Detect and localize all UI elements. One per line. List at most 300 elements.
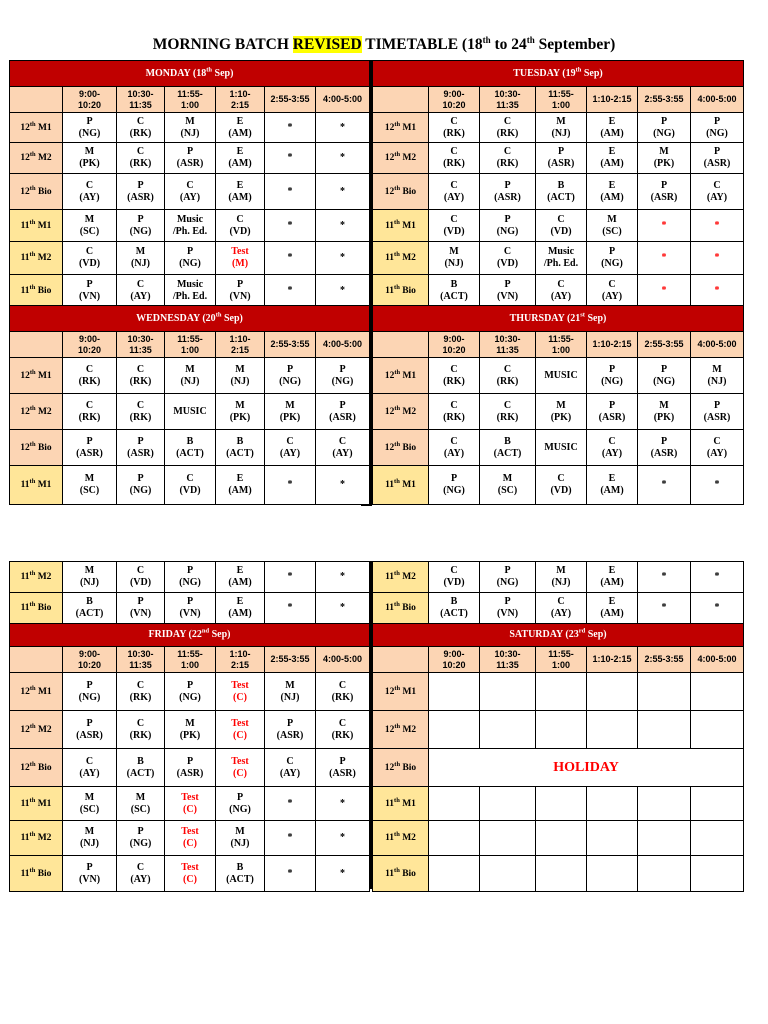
holiday-cell: HOLIDAY	[429, 749, 743, 786]
empty-cell	[587, 821, 637, 855]
class-cell: *	[316, 466, 369, 504]
class-cell: E (AM)	[587, 466, 637, 504]
class-cell: C (AY)	[587, 275, 637, 307]
empty-cell	[429, 787, 479, 820]
time-header-blank	[10, 87, 62, 112]
time-slot-header: 1:10- 2:15	[216, 647, 264, 672]
class-cell: B (ACT)	[63, 593, 116, 623]
class-cell: *	[316, 787, 369, 820]
empty-cell	[480, 856, 535, 891]
empty-cell	[536, 821, 586, 855]
row-label-b12: 12th Bio	[373, 749, 428, 786]
class-cell: P (ASR)	[63, 711, 116, 748]
class-cell: C (RK)	[117, 358, 164, 393]
class-cell: M (PK)	[638, 143, 690, 173]
empty-cell	[536, 673, 586, 710]
class-cell: *	[316, 562, 369, 592]
empty-cell	[638, 821, 690, 855]
class-cell: P (NG)	[587, 358, 637, 393]
class-cell: M (SC)	[117, 787, 164, 820]
class-cell: C (VD)	[480, 242, 535, 274]
class-cell: P (ASR)	[691, 394, 743, 429]
class-cell: *	[265, 210, 315, 241]
class-cell: C (AY)	[165, 174, 215, 209]
class-cell: P (ASR)	[117, 430, 164, 465]
class-cell: P (ASR)	[480, 174, 535, 209]
class-cell: C (AY)	[536, 275, 586, 307]
class-cell: C (RK)	[117, 113, 164, 142]
class-cell: P (NG)	[165, 562, 215, 592]
time-slot-header: 9:00- 10:20	[63, 87, 116, 112]
class-cell: P (VN)	[117, 593, 164, 623]
time-slot-header: 11:55- 1:00	[165, 332, 215, 357]
class-cell: P (ASR)	[536, 143, 586, 173]
class-cell: B (ACT)	[480, 430, 535, 465]
friday-table	[9, 561, 370, 892]
time-slot-header: 1:10-2:15	[587, 87, 637, 112]
row-label-m12_2: 12th M2	[10, 394, 62, 429]
row-label-b11: 11th Bio	[373, 593, 428, 623]
class-cell: C (AY)	[536, 593, 586, 623]
time-slot-header: 1:10-2:15	[587, 647, 637, 672]
class-cell: C (AY)	[117, 856, 164, 891]
class-cell: C (RK)	[480, 143, 535, 173]
class-cell: C (AY)	[63, 174, 116, 209]
row-label-m11_2: 11th M2	[10, 562, 62, 592]
class-cell: Test (C)	[216, 711, 264, 748]
class-cell: P (VN)	[165, 593, 215, 623]
class-cell: P (NG)	[117, 466, 164, 504]
class-cell: *	[691, 210, 743, 241]
empty-cell	[638, 711, 690, 748]
row-label-m11_1: 11th M1	[10, 210, 62, 241]
class-cell: MUSIC	[536, 430, 586, 465]
class-cell: P (ASR)	[638, 174, 690, 209]
empty-cell	[638, 856, 690, 891]
class-cell: *	[316, 113, 369, 142]
class-cell: *	[638, 275, 690, 307]
class-cell: Music /Ph. Ed.	[165, 210, 215, 241]
time-slot-header: 9:00- 10:20	[429, 647, 479, 672]
class-cell: M (PK)	[63, 143, 116, 173]
saturday-table	[372, 561, 744, 892]
class-cell: P (ASR)	[165, 749, 215, 786]
empty-cell	[429, 673, 479, 710]
class-cell: P (VN)	[216, 275, 264, 307]
class-cell: P (NG)	[63, 673, 116, 710]
class-cell: P (NG)	[691, 113, 743, 142]
row-label-m11_2: 11th M2	[373, 821, 428, 855]
class-cell: *	[265, 593, 315, 623]
time-slot-header: 4:00-5:00	[691, 647, 743, 672]
row-label-b11: 11th Bio	[373, 856, 428, 891]
class-cell: C (AY)	[117, 275, 164, 307]
class-cell: C (VD)	[63, 242, 116, 274]
class-cell: *	[691, 593, 743, 623]
time-slot-header: 1:10-2:15	[587, 332, 637, 357]
class-cell: M (NJ)	[165, 358, 215, 393]
class-cell: C (AY)	[587, 430, 637, 465]
time-slot-header: 2:55-3:55	[265, 647, 315, 672]
row-label-m11_1: 11th M1	[10, 466, 62, 504]
class-cell: *	[691, 275, 743, 307]
class-cell: Test (C)	[165, 787, 215, 820]
row-label-m11_2: 11th M2	[373, 562, 428, 592]
row-label-m12_2: 12th M2	[10, 711, 62, 748]
thursday-table	[372, 305, 744, 505]
time-slot-header: 4:00-5:00	[691, 332, 743, 357]
class-cell: P (NG)	[429, 466, 479, 504]
row-label-m12_1: 12th M1	[10, 673, 62, 710]
class-cell: M (PK)	[638, 394, 690, 429]
class-cell: C (VD)	[429, 210, 479, 241]
row-label-m11_2: 11th M2	[373, 242, 428, 274]
empty-cell	[480, 821, 535, 855]
class-cell: P (NG)	[587, 242, 637, 274]
time-slot-header: 4:00-5:00	[316, 332, 369, 357]
class-cell: P (NG)	[117, 210, 164, 241]
class-cell: P (NG)	[63, 113, 116, 142]
wednesday-table	[9, 305, 370, 505]
time-slot-header: 2:55-3:55	[638, 647, 690, 672]
class-cell: M (PK)	[216, 394, 264, 429]
class-cell: *	[265, 562, 315, 592]
class-cell: *	[316, 143, 369, 173]
time-slot-header: 10:30- 11:35	[480, 332, 535, 357]
class-cell: M (NJ)	[265, 673, 315, 710]
time-header-blank	[10, 332, 62, 357]
row-label-m12_1: 12th M1	[373, 673, 428, 710]
empty-cell	[536, 711, 586, 748]
class-cell: C (RK)	[117, 143, 164, 173]
row-label-m12_1: 12th M1	[10, 113, 62, 142]
class-cell: E (AM)	[216, 466, 264, 504]
class-cell: C (RK)	[429, 358, 479, 393]
class-cell: M (NJ)	[691, 358, 743, 393]
time-slot-header: 2:55-3:55	[638, 87, 690, 112]
empty-cell	[587, 711, 637, 748]
day-header-tue: TUESDAY (19th Sep)	[373, 61, 743, 86]
empty-cell	[480, 673, 535, 710]
class-cell: *	[691, 562, 743, 592]
class-cell: M (NJ)	[63, 562, 116, 592]
class-cell: *	[316, 174, 369, 209]
empty-cell	[691, 787, 743, 820]
class-cell: M (SC)	[63, 466, 116, 504]
class-cell: P (VN)	[63, 275, 116, 307]
row-label-b12: 12th Bio	[10, 749, 62, 786]
time-slot-header: 2:55-3:55	[265, 87, 315, 112]
class-cell: P (VN)	[63, 856, 116, 891]
row-label-m12_2: 12th M2	[373, 394, 428, 429]
class-cell: M (SC)	[63, 210, 116, 241]
class-cell: *	[265, 466, 315, 504]
class-cell: P (NG)	[638, 358, 690, 393]
empty-cell	[536, 856, 586, 891]
class-cell: C (AY)	[429, 430, 479, 465]
class-cell: *	[316, 275, 369, 307]
class-cell: E (AM)	[216, 113, 264, 142]
class-cell: M (PK)	[265, 394, 315, 429]
class-cell: E (AM)	[587, 113, 637, 142]
class-cell: P (NG)	[216, 787, 264, 820]
row-label-m12_1: 12th M1	[373, 358, 428, 393]
class-cell: B (ACT)	[429, 593, 479, 623]
class-cell: *	[265, 242, 315, 274]
class-cell: C (RK)	[316, 673, 369, 710]
class-cell: E (AM)	[587, 593, 637, 623]
class-cell: *	[316, 821, 369, 855]
class-cell: P (NG)	[480, 562, 535, 592]
tuesday-table	[372, 60, 744, 308]
time-header-blank	[373, 647, 428, 672]
time-slot-header: 9:00- 10:20	[429, 87, 479, 112]
class-cell: P (NG)	[165, 673, 215, 710]
class-cell: P (ASR)	[316, 394, 369, 429]
row-label-m11_1: 11th M1	[373, 210, 428, 241]
class-cell: *	[691, 242, 743, 274]
time-slot-header: 4:00-5:00	[316, 87, 369, 112]
class-cell: P (NG)	[165, 242, 215, 274]
class-cell: E (AM)	[216, 562, 264, 592]
class-cell: C (VD)	[117, 562, 164, 592]
class-cell: P (NG)	[316, 358, 369, 393]
class-cell: E (AM)	[216, 593, 264, 623]
class-cell: M (NJ)	[216, 821, 264, 855]
class-cell: Test (C)	[216, 749, 264, 786]
class-cell: C (RK)	[63, 394, 116, 429]
class-cell: *	[265, 174, 315, 209]
class-cell: C (AY)	[265, 430, 315, 465]
class-cell: C (VD)	[536, 210, 586, 241]
class-cell: *	[316, 242, 369, 274]
class-cell: M (SC)	[63, 787, 116, 820]
class-cell: E (AM)	[587, 562, 637, 592]
time-slot-header: 4:00-5:00	[316, 647, 369, 672]
class-cell: Music /Ph. Ed.	[536, 242, 586, 274]
empty-cell	[638, 673, 690, 710]
class-cell: M (SC)	[480, 466, 535, 504]
class-cell: P (VN)	[480, 593, 535, 623]
class-cell: *	[638, 210, 690, 241]
page-title: MORNING BATCH REVISED TIMETABLE (18th to 24th September)	[152, 34, 616, 53]
empty-cell	[587, 787, 637, 820]
class-cell: C (RK)	[117, 711, 164, 748]
time-slot-header: 2:55-3:55	[265, 332, 315, 357]
class-cell: B (ACT)	[165, 430, 215, 465]
empty-cell	[429, 856, 479, 891]
row-label-b12: 12th Bio	[10, 174, 62, 209]
empty-cell	[480, 787, 535, 820]
empty-cell	[587, 856, 637, 891]
time-header-blank	[373, 332, 428, 357]
empty-cell	[587, 673, 637, 710]
empty-cell	[429, 821, 479, 855]
row-label-b11: 11th Bio	[10, 856, 62, 891]
class-cell: M (NJ)	[117, 242, 164, 274]
row-label-m12_1: 12th M1	[10, 358, 62, 393]
class-cell: M (PK)	[536, 394, 586, 429]
row-label-m11_2: 11th M2	[10, 821, 62, 855]
time-slot-header: 11:55- 1:00	[536, 87, 586, 112]
class-cell: M (NJ)	[216, 358, 264, 393]
class-cell: C (AY)	[316, 430, 369, 465]
class-cell: B (ACT)	[429, 275, 479, 307]
class-cell: *	[265, 113, 315, 142]
row-label-b12: 12th Bio	[10, 430, 62, 465]
class-cell: P (ASR)	[117, 174, 164, 209]
class-cell: E (AM)	[216, 174, 264, 209]
class-cell: P (ASR)	[638, 430, 690, 465]
class-cell: Test (M)	[216, 242, 264, 274]
row-label-m12_2: 12th M2	[10, 143, 62, 173]
row-label-b11: 11th Bio	[373, 275, 428, 307]
day-header-wed: WEDNESDAY (20th Sep)	[10, 306, 369, 331]
class-cell: E (AM)	[587, 143, 637, 173]
class-cell: C (VD)	[165, 466, 215, 504]
empty-cell	[638, 787, 690, 820]
class-cell: C (RK)	[429, 113, 479, 142]
time-slot-header: 2:55-3:55	[638, 332, 690, 357]
class-cell: P (VN)	[480, 275, 535, 307]
class-cell: C (AY)	[265, 749, 315, 786]
class-cell: E (AM)	[587, 174, 637, 209]
class-cell: Test (C)	[165, 856, 215, 891]
class-cell: P (NG)	[480, 210, 535, 241]
time-slot-header: 1:10- 2:15	[216, 332, 264, 357]
time-slot-header: 9:00- 10:20	[63, 647, 116, 672]
time-slot-header: 10:30- 11:35	[117, 647, 164, 672]
class-cell: C (RK)	[429, 143, 479, 173]
row-label-b12: 12th Bio	[373, 174, 428, 209]
class-cell: Test (C)	[165, 821, 215, 855]
class-cell: *	[638, 466, 690, 504]
class-cell: E (AM)	[216, 143, 264, 173]
empty-cell	[480, 711, 535, 748]
class-cell: *	[316, 856, 369, 891]
time-slot-header: 11:55- 1:00	[536, 647, 586, 672]
empty-cell	[691, 821, 743, 855]
class-cell: P (ASR)	[63, 430, 116, 465]
row-label-m12_2: 12th M2	[373, 711, 428, 748]
row-label-m11_2: 11th M2	[10, 242, 62, 274]
class-cell: B (ACT)	[536, 174, 586, 209]
class-cell: P (ASR)	[316, 749, 369, 786]
class-cell: C (AY)	[63, 749, 116, 786]
class-cell: C (AY)	[429, 174, 479, 209]
class-cell: *	[265, 275, 315, 307]
time-header-blank	[373, 87, 428, 112]
class-cell: B (ACT)	[216, 856, 264, 891]
class-cell: *	[638, 242, 690, 274]
class-cell: M (SC)	[587, 210, 637, 241]
class-cell: *	[265, 787, 315, 820]
class-cell: *	[265, 143, 315, 173]
time-slot-header: 11:55- 1:00	[165, 647, 215, 672]
time-slot-header: 4:00-5:00	[691, 87, 743, 112]
class-cell: MUSIC	[536, 358, 586, 393]
class-cell: *	[265, 821, 315, 855]
class-cell: B (ACT)	[216, 430, 264, 465]
row-label-m12_1: 12th M1	[373, 113, 428, 142]
empty-cell	[691, 673, 743, 710]
class-cell: C (RK)	[429, 394, 479, 429]
class-cell: C (RK)	[480, 113, 535, 142]
class-cell: M (NJ)	[536, 562, 586, 592]
row-label-m11_1: 11th M1	[373, 466, 428, 504]
class-cell: *	[265, 856, 315, 891]
row-label-b11: 11th Bio	[10, 275, 62, 307]
class-cell: C (VD)	[429, 562, 479, 592]
class-cell: P (ASR)	[587, 394, 637, 429]
class-cell: M (NJ)	[536, 113, 586, 142]
class-cell: C (VD)	[216, 210, 264, 241]
class-cell: Test (C)	[216, 673, 264, 710]
row-label-m11_1: 11th M1	[10, 787, 62, 820]
day-header-fri: FRIDAY (22nd Sep)	[10, 624, 369, 646]
empty-cell	[536, 787, 586, 820]
monday-table	[9, 60, 370, 308]
time-slot-header: 9:00- 10:20	[63, 332, 116, 357]
row-label-m12_2: 12th M2	[373, 143, 428, 173]
class-cell: C (RK)	[316, 711, 369, 748]
class-cell: C (AY)	[691, 430, 743, 465]
class-cell: M (NJ)	[63, 821, 116, 855]
class-cell: C (VD)	[536, 466, 586, 504]
class-cell: M (PK)	[165, 711, 215, 748]
time-slot-header: 10:30- 11:35	[117, 87, 164, 112]
time-slot-header: 11:55- 1:00	[165, 87, 215, 112]
time-slot-header: 9:00- 10:20	[429, 332, 479, 357]
class-cell: C (AY)	[691, 174, 743, 209]
class-cell: *	[316, 210, 369, 241]
class-cell: C (RK)	[117, 394, 164, 429]
time-slot-header: 11:55- 1:00	[536, 332, 586, 357]
class-cell: C (RK)	[117, 673, 164, 710]
time-header-blank	[10, 647, 62, 672]
time-slot-header: 10:30- 11:35	[117, 332, 164, 357]
day-header-mon: MONDAY (18th Sep)	[10, 61, 369, 86]
class-cell: M (NJ)	[165, 113, 215, 142]
day-header-thu: THURSDAY (21st Sep)	[373, 306, 743, 331]
class-cell: MUSIC	[165, 394, 215, 429]
row-label-b12: 12th Bio	[373, 430, 428, 465]
class-cell: *	[638, 562, 690, 592]
class-cell: C (RK)	[480, 394, 535, 429]
class-cell: *	[316, 593, 369, 623]
time-slot-header: 10:30- 11:35	[480, 647, 535, 672]
class-cell: P (ASR)	[265, 711, 315, 748]
empty-cell	[429, 711, 479, 748]
class-cell: *	[638, 593, 690, 623]
class-cell: P (ASR)	[691, 143, 743, 173]
time-slot-header: 10:30- 11:35	[480, 87, 535, 112]
class-cell: P (NG)	[265, 358, 315, 393]
class-cell: P (NG)	[638, 113, 690, 142]
revised-highlight: REVISED	[292, 36, 362, 53]
day-header-sat: SATURDAY (23rd Sep)	[373, 624, 743, 646]
class-cell: C (RK)	[480, 358, 535, 393]
class-cell: *	[691, 466, 743, 504]
class-cell: C (RK)	[63, 358, 116, 393]
empty-cell	[691, 856, 743, 891]
row-label-m11_1: 11th M1	[373, 787, 428, 820]
class-cell: Music /Ph. Ed.	[165, 275, 215, 307]
class-cell: B (ACT)	[117, 749, 164, 786]
class-cell: P (NG)	[117, 821, 164, 855]
row-label-b11: 11th Bio	[10, 593, 62, 623]
empty-cell	[691, 711, 743, 748]
